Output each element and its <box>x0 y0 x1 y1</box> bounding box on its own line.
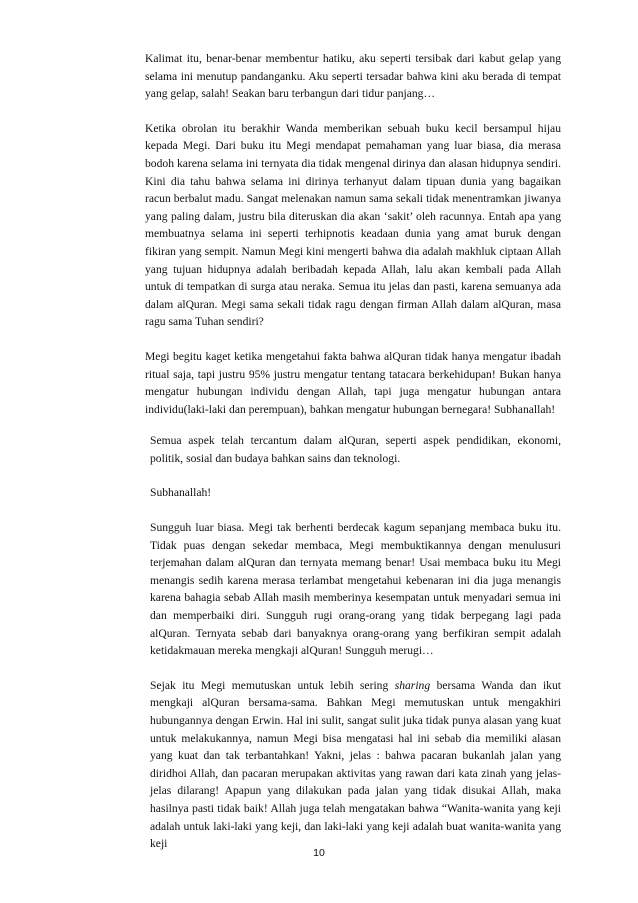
paragraph-6: Sungguh luar biasa. Megi tak berhenti berdecak kagum sepanjang membaca buku itu. Tidak puas dengan sekedar membaca, Megi membuktikannya dengan menulusuri terjemahan dalam alQuran dan ternyata memang benar! Usai membaca buku itu Megi menangis sedih karena merasa terlambat mengetahui kebenaran ini dia juga menangis karena bahagia sebab Allah masih memberinya kesempatan untuk menyadari semua ini dan memperbaiki diri. Sungguh rugi orang-orang yang tidak berpegang lagi pada alQuran. Ternyata sebab dari banyaknya orang-orang yang berfikiran sempit adalah ketidakmauan mereka mengkaji alQuran! Sungguh merugi… <box>150 521 561 658</box>
document-body <box>145 50 561 870</box>
paragraph-5: Subhanallah! <box>150 486 212 500</box>
paragraph-4: Semua aspek telah tercantum dalam alQuran, seperti aspek pendidikan, ekonomi, politik, sosial dan budaya bahkan sains dan teknologi. <box>150 434 561 465</box>
paragraph-2: Ketika obrolan itu berakhir Wanda memberikan sebuah buku kecil bersampul hijau kepada Megi. Dari buku itu Megi mendapat pemahaman yang luar biasa, dia merasa bodoh karena selama ini ternyata dia tidak mengenal dirinya dan alasan hidupnya sendiri. Kini dia tahu bahwa selama ini dirinya terhanyut dalam tipuan dunia yang bagaikan racun berbalut madu. Sangat melenakan namun sama sekali tidak menentramkan jiwanya yang paling dalam, justru bila diteruskan dia akan ‘sakit’ oleh racunnya. Entah apa yang membuatnya selama ini seperti terhipnotis keadaan dunia yang amat buruk dengan fikiran yang sempit. Namun Megi kini mengerti bahwa dia adalah makhluk ciptaan Allah yang tujuan hidupnya adalah beribadah kepada Allah, lalu akan kembali pada Allah untuk di tempatkan di surga atau neraka. Semua itu jelas dan pasti, karena semuanya ada dalam alQuran. Megi sama sekali tidak ragu dengan firman Allah dalam alQuran, masa ragu sama Tuhan sendiri? <box>145 121 561 329</box>
paragraph-7-emphasis: sharing <box>394 678 431 692</box>
page-number: 10 <box>313 847 325 859</box>
paragraph-7-rest: bersama Wanda dan ikut mengkaji alQuran bersama-sama. Bahkan Megi memutuskan untuk mengakhiri hubungannya dengan Erwin. Hal ini sulit, sangat sulit juka tidak punya alasan yang kuat untuk melakukannya, namun Megi bisa mengatasi hal ini sebab dia memiliki alasan yang kuat dan tak terbantahkan! Yakni, jelas : bahwa pacaran bukanlah jalan yang diridhoi Allah, dan pacaran merupakan aktivitas yang rawan dari kata zinah yang jelas-jelas dilarang! Apapun yang dilakukan pada jalan yang tidak disukai Allah, maka hasilnya pasti tidak baik! Allah juga telah mengatakan bahwa “Wanita-wanita yang keji adalah untuk laki-laki yang keji, dan laki-laki yang keji adalah buat wanita-wanita yang keji <box>150 678 561 851</box>
paragraph-3: Megi begitu kaget ketika mengetahui fakta bahwa alQuran tidak hanya mengatur ibadah ritual saja, tapi justru 95% justru mengatur tentang tatacara berkehidupan! Bukan hanya mengatur hubungan individu dengan Allah, tapi juga mengatur hubungan antara individu(laki-laki dan perempuan), bahkan mengatur hubungan bernegara! Subhanallah! <box>145 349 561 416</box>
paragraph-7-lead: Sejak itu Megi memutuskan untuk lebih sering <box>150 678 389 692</box>
paragraph-1: Kalimat itu, benar-benar membentur hatiku, aku seperti tersibak dari kabut gelap yang selama ini menutup pandanganku. Aku seperti tersadar bahwa kini aku berada di tempat yang gelap, salah! Seakan baru terbangun dari tidur panjang… <box>145 52 561 101</box>
paragraph-7 <box>145 677 561 853</box>
